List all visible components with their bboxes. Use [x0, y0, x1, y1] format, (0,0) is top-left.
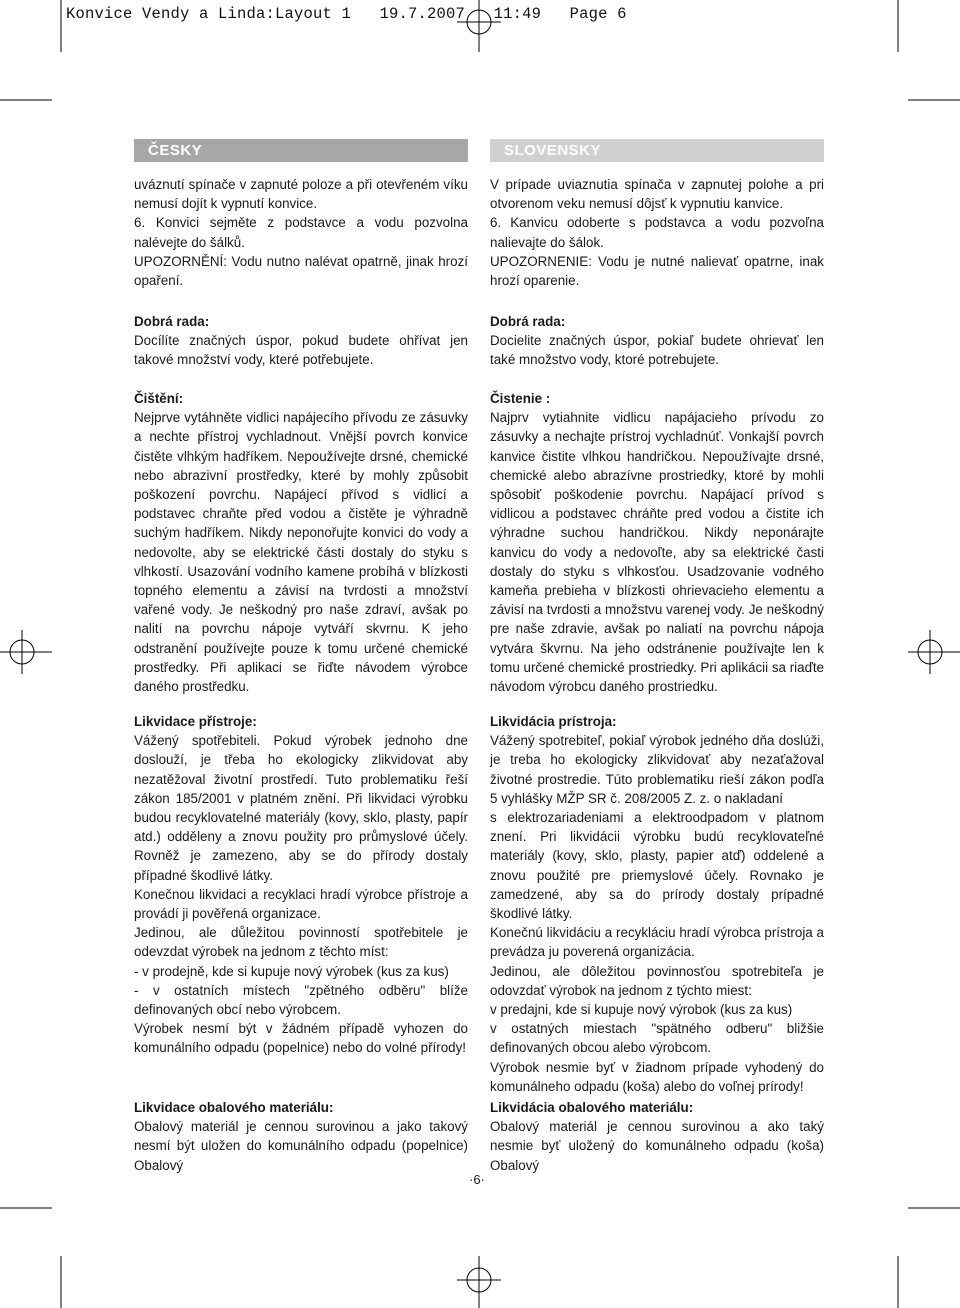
intro-text: V prípade uviaznutia spínača v zapnutej polohe a pri otvorenom veku nemusí dôjsť k vypnutiu kanvice. 6. Kanvicu odoberte s podstavca a vodu pozvoľna nalievajte do šálok. — [490, 177, 824, 250]
warning-text: UPOZORNĚNÍ: Vodu nutno nalévat opatrně, jinak hrozí opaření. — [134, 253, 468, 289]
tip-section — [134, 312, 468, 370]
packaging-section — [490, 1098, 824, 1175]
disposal-title: Likvidácia prístroja: — [490, 714, 617, 729]
page-number: ·6· — [469, 1172, 485, 1187]
warning-text: UPOZORNENIE: Vodu je nutné nalievať opatrne, inak hrozí oparenie. — [490, 253, 824, 289]
cleaning-section — [134, 389, 468, 696]
cleaning-text: Nejprve vytáhněte vidlici napájecího přívodu ze zásuvky a nechte přístroj vychladnout. Vnější povrch konvice čistěte vlhkým hadříkem. Nepoužívejte drsné, chemické nebo abrazivní prostředky, které by mohly způsobit poškození povrchu. Napájecí přívod s vidlicí a podstavec chraňte před vodou a čistěte je výhradně suchým hadříkem. Nikdy neponořujte konvici do vody a nedovolte, aby se elektrické části dostaly do styku s vlhkostí. Usazování vodního kamene probíhá v blízkosti topného elementu a závisí na tvrdosti a množství vařené vody. Je neškodný pro naše zdraví, avšak po nalití na povrchu nápoje vytváří skvrnu. K jeho odstranění používejte pouze k tomu určené chemické prostředky. Při aplikaci se řiďte návodem výrobce daného prostředku. — [134, 410, 468, 695]
column-slovak — [490, 139, 824, 1173]
print-slug: Konvice Vendy a Linda:Layout 1 19.7.2007 11:49 Page 6 — [66, 5, 627, 23]
disposal-section — [134, 712, 468, 1058]
cleaning-title: Čištění: — [134, 391, 184, 406]
packaging-title: Likvidácia obalového materiálu: — [490, 1100, 694, 1115]
cleaning-text: Najprv vytiahnite vidlicu napájacieho prívodu zo zásuvky a nechajte prístroj vychladnúť. Vonkajší povrch kanvice čistite vlhkou handričkou. Nepoužívajte drsné, chemické alebo abrazívne prostriedky, ktoré by mohli spôsobiť poškodenie povrchu. Napájací prívod s vidlicou a podstavec chráňte pred vodou a čistite ich výhradne suchou handričkou. Nikdy neponárajte kanvicu do vody a nedovoľte, aby sa elektrické časti dostaly do styku s vlhkosťou. Usadzovanie vodného kameňa prebieha v blízkosti ohrievacieho elementu a závisí na tvrdosti a množstvu varenej vody. Je neškodný pre naše zdravie, avšak po naliatí na povrchu nápoja vytvára škvrnu. Na jeho odstránenie používajte len k tomu určené chemické prostriedky. Pri aplikácii sa riaďte návodom výrobcu daného prostriedku. — [490, 410, 824, 695]
language-heading: SLOVENSKY — [490, 139, 824, 162]
cleaning-section — [490, 389, 824, 696]
registration-mark-right — [908, 630, 960, 674]
packaging-text: Obalový materiál je cennou surovinou a jako takový nesmí být uložen do komunálního odpadu (popelnice) Obalový — [134, 1119, 468, 1173]
disposal-text: Vážený spotřebiteli. Pokud výrobek jednoho dne doslouží, je třeba ho ekologicky zlikvidovat aby nezatěžoval životní prostředí. Tuto problematiku řeší zákon 185/2001 v platném znění. Při likvidaci výrobku budou recyklovatelné materiály (kovy, sklo, plasty, papír atd.) odděleny a znovu použity pro průmyslové účely. Rovněž je zamezeno, aby se do přírody dostaly případné škodlivé látky. Konečnou likvidaci a recyklaci hradí výrobce přístroje a provádí ji pověřená organizace. Jedinou, ale důležitou povinností spotřebitele je odevzdat výrobek na jednom z těchto míst: - v prodejně, kde si kupuje nový výrobek (kus za kus) - v ostatních místech "zpětného odběru" blíže definovaných obcí nebo výrobcem. Výrobek nesmí být v žádném případě vyhozen do komunálního odpadu (popelnice) nebo do volné přírody! — [134, 733, 468, 1056]
intro-text: uváznutí spínače v zapnuté poloze a při otevřeném víku nemusí dojít k vypnutí konvice. 6. Konvici sejměte z podstavce a vodu pozvolna nalévejte do šálků. — [134, 177, 468, 250]
tip-section — [490, 312, 824, 370]
tip-title: Dobrá rada: — [134, 314, 210, 329]
disposal-section — [490, 712, 824, 1096]
registration-mark-left — [0, 630, 52, 674]
cleaning-title: Čistenie : — [490, 391, 551, 406]
tip-title: Dobrá rada: — [490, 314, 566, 329]
tip-text: Docielite značných úspor, pokiaľ budete ohrievať len také množstvo vody, ktoré potrebujete. — [490, 333, 824, 368]
packaging-text: Obalový materiál je cennou surovinou a ako taký nesmie byť uložený do komunálneho odpadu (koša) Obalový — [490, 1119, 824, 1173]
packaging-section — [134, 1098, 468, 1175]
language-heading: ČESKY — [134, 139, 468, 162]
column-czech — [134, 139, 468, 1173]
packaging-title: Likvidace obalového materiálu: — [134, 1100, 334, 1115]
tip-text: Docílíte značných úspor, pokud budete ohřívat jen takové množství vody, které potřebujete. — [134, 333, 468, 368]
disposal-title: Likvidace přístroje: — [134, 714, 257, 729]
disposal-text: Vážený spotrebiteľ, pokiaľ výrobok jedného dňa doslúži, je treba ho ekologicky zlikvidovať aby nezaťažoval životné prostredie. Túto problematiku rieší zákon podľa 5 vyhlášky MŽP SR č. 208/2005 Z. z. o nakladaní s elektrozariadeniami a elektroodpadom v platnom znení. Pri likvidácii výrobku budú recyklovateľné materiály (kovy, sklo, plasty, papier atď) oddelené a znovu použité pre priemyslové účely. Rovnako je zamedzené, aby sa do prírody dostaly prípadné škodlivé látky. Konečnú likvidáciu a recykláciu hradí výrobca prístroja a prevádza ju poverená organizácia. Jedinou, ale dôležitou povinnosťou spotrebiteľa je odovzdať výrobok na jednom z týchto miest: v predajni, kde si kupuje nový výrobok (kus za kus) v ostatných miestach "spätného odberu" bližšie definovaných obcou alebo výrobcom. Výrobok nesmie byť v žiadnom prípade vyhodený do komunálneho odpadu (koša) alebo do voľnej prírody! — [490, 733, 824, 1094]
registration-mark-bottom — [457, 1256, 501, 1308]
